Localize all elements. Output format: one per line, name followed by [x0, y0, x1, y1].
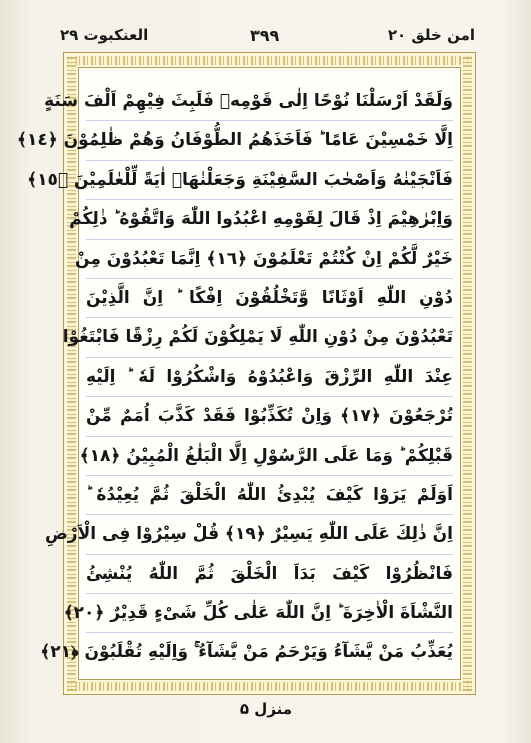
verse-line: وَاِبْرٰهِيْمَ اِذْ قَالَ لِقَوْمِهِ اعْبُدُوا اللّٰهَ وَاتَّقُوْهُ ؕ ذٰلِكُمْ	[86, 200, 453, 239]
page-header	[60, 26, 475, 50]
verse-lines	[17, 82, 453, 672]
verse-line: فَانْظُرُوْا كَيْفَ بَدَاَ الْخَلْقَ ثُمَّ اللّٰهُ يُنْشِئُ	[86, 555, 453, 594]
verse-line: دُوْنِ اللّٰهِ اَوْثَانًا وَّتَخْلُقُوْنَ اِفْكًا ؕ اِنَّ الَّذِيْنَ	[86, 279, 453, 318]
verse-line: يُعَذِّبُ مَنْ يَّشَآءُ وَيَرْحَمُ مَنْ يَّشَآءُ ۚ وَاِلَيْهِ تُقْلَبُوْنَ ﴿٢١﴾	[40, 642, 453, 663]
verse-line: تُرْجَعُوْنَ ﴿١٧﴾ وَاِنْ تُكَذِّبُوْا فَقَدْ كَذَّبَ اُمَمٌ مِّنْ	[86, 397, 453, 436]
verse-line: خَيْرٌ لَّكُمْ اِنْ كُنْتُمْ تَعْلَمُوْنَ ﴿١٦﴾ اِنَّمَا تَعْبُدُوْنَ مِنْ	[86, 240, 453, 279]
verse-line: قَبْلِكُمْ ؕ وَمَا عَلَى الرَّسُوْلِ اِلَّا الْبَلٰغُ الْمُبِيْنُ ﴿١٨﴾	[86, 437, 453, 476]
verse-line: النَّشْاَةَ الْاٰخِرَةَ ؕ اِنَّ اللّٰهَ عَلٰى كُلِّ شَیْءٍ قَدِيْرٌ ﴿٢٠﴾	[86, 594, 453, 633]
frame-border-top	[67, 56, 472, 65]
verse-line: فَاَنْجَيْنٰهُ وَاَصْحٰبَ السَّفِيْنَةِ وَجَعَلْنٰهَاۤ اٰيَةً لِّلْعٰلَمِيْنَ ﴿١٥﴾	[86, 161, 453, 200]
surah-name: العنكبوت ٢٩	[60, 26, 149, 44]
juz-name: امن خلق ٢٠	[387, 26, 475, 44]
verse-line: وَلَقَدْ اَرْسَلْنَا نُوْحًا اِلٰى قَوْمِهٖ فَلَبِثَ فِيْهِمْ اَلْفَ سَنَةٍ	[86, 82, 453, 121]
verse-line: عِنْدَ اللّٰهِ الرِّزْقَ وَاعْبُدُوْهُ وَاشْكُرُوْا لَهٗ ؕ اِلَيْهِ	[86, 358, 453, 397]
frame-border-right	[463, 56, 472, 691]
verse-line: اِنَّ ذٰلِكَ عَلَى اللّٰهِ يَسِيْرٌ ﴿١٩﴾ قُلْ سِيْرُوْا فِى الْاَرْضِ	[86, 515, 453, 554]
manzil-footer: منزل ۵	[239, 700, 293, 718]
frame-border-bottom	[67, 682, 472, 691]
verse-line: تَعْبُدُوْنَ مِنْ دُوْنِ اللّٰهِ لَا يَمْلِكُوْنَ لَكُمْ رِزْقًا فَابْتَغُوْا	[86, 318, 453, 357]
verse-line: اِلَّا خَمْسِيْنَ عَامًا ؕ فَاَخَذَهُمُ الطُّوْفَانُ وَهُمْ ظٰلِمُوْنَ ﴿١٤﴾	[86, 121, 453, 160]
verse-line: اَوَلَمْ يَرَوْا كَيْفَ يُبْدِئُ اللّٰهُ الْخَلْقَ ثُمَّ يُعِيْدُهٗ ؕ	[86, 476, 453, 515]
page-number: ٣٩٩	[250, 26, 280, 45]
